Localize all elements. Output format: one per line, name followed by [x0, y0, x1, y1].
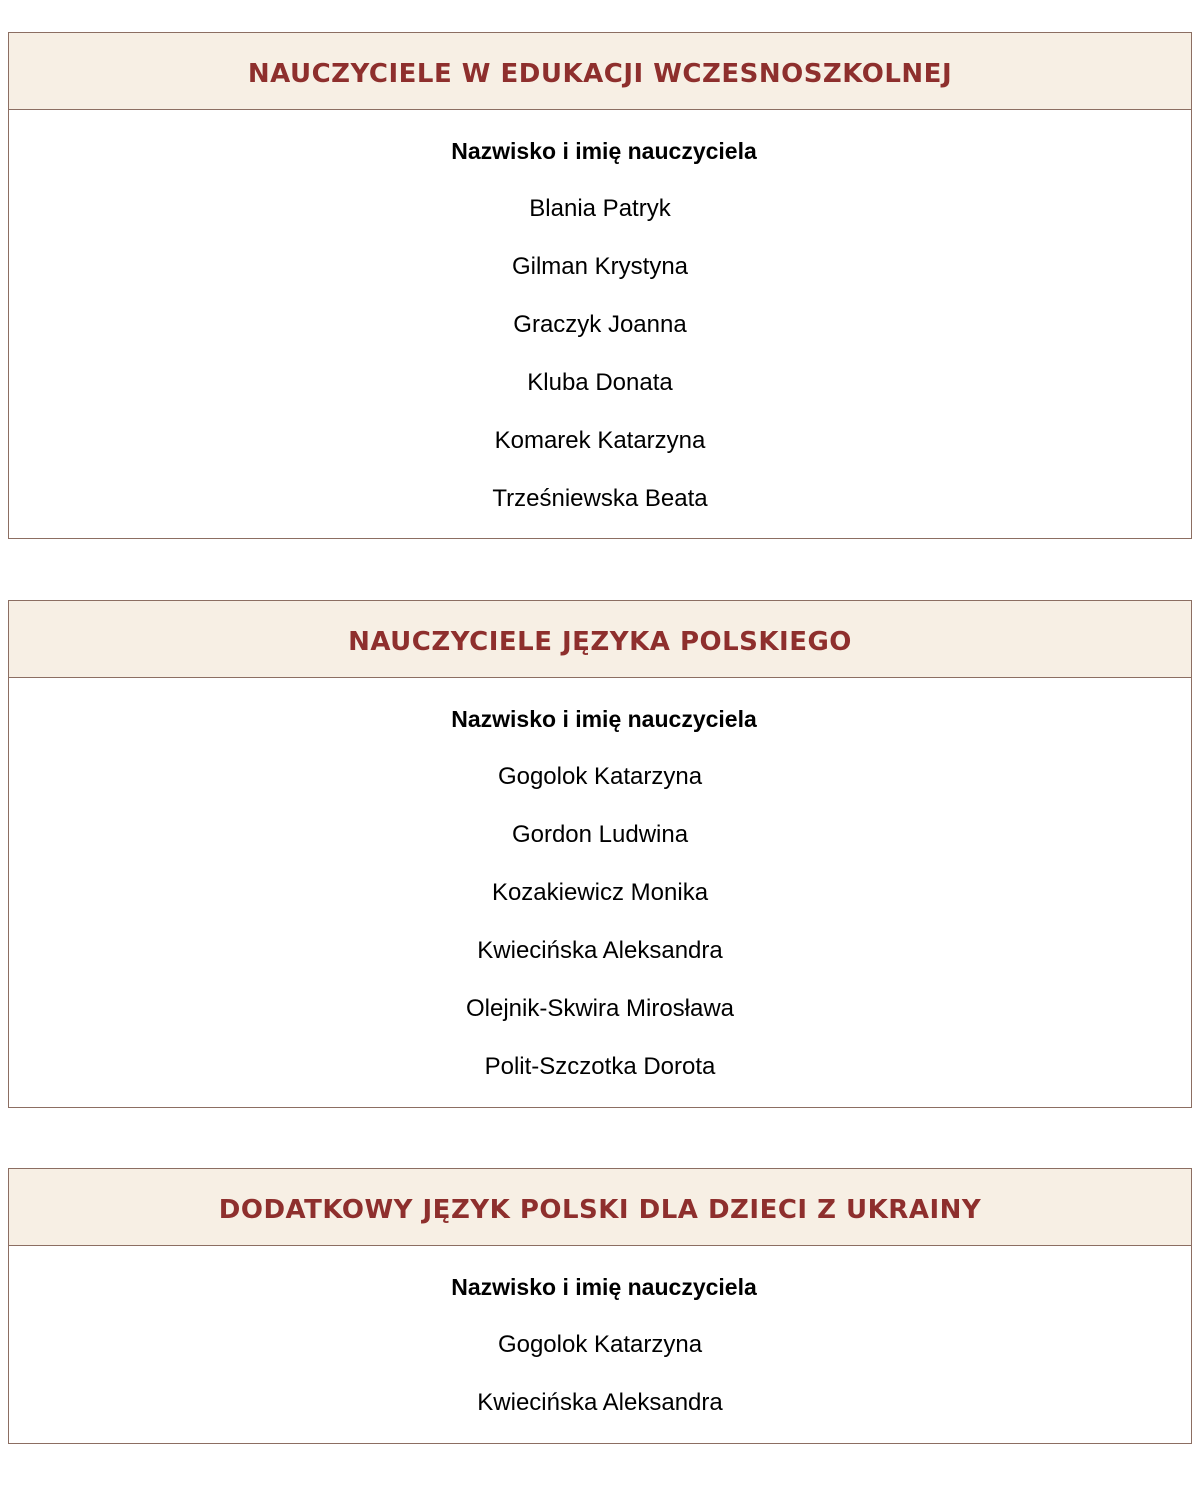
section-body	[9, 678, 1191, 1110]
teacher-name: Gogolok Katarzyna	[497, 763, 703, 790]
teacher-name: Kwiecińska Aleksandra	[477, 1389, 723, 1416]
teacher-list	[9, 194, 1191, 542]
teacher-name: Blania Patryk	[529, 195, 671, 222]
section-title: DODATKOWY JĘZYK POLSKI DLA DZIECI Z UKRAINY	[218, 1195, 982, 1225]
teacher-name: Kwiecińska Aleksandra	[477, 937, 723, 964]
teacher-table-ukraine-polish	[8, 1168, 1192, 1444]
column-header: Nazwisko i imię nauczyciela	[451, 706, 757, 732]
column-header: Nazwisko i imię nauczyciela	[451, 138, 757, 164]
teacher-name: Polit-Szczotka Dorota	[484, 1053, 716, 1080]
teacher-list	[9, 762, 1191, 1110]
teacher-name: Kluba Donata	[527, 369, 673, 396]
teacher-name: Olejnik-Skwira Mirosława	[465, 995, 735, 1022]
teacher-name: Gordon Ludwina	[511, 821, 689, 848]
section-body	[9, 1246, 1191, 1446]
teacher-name: Graczyk Joanna	[513, 311, 687, 338]
teacher-table-early-education	[8, 32, 1192, 539]
teacher-name: Gogolok Katarzyna	[497, 1331, 703, 1358]
teacher-name: Trześniewska Beata	[492, 485, 708, 512]
section-header	[9, 1169, 1191, 1246]
teacher-name: Gilman Krystyna	[511, 253, 689, 280]
teacher-name: Komarek Katarzyna	[494, 427, 706, 454]
teacher-table-polish-language	[8, 600, 1192, 1108]
teacher-name: Kozakiewicz Monika	[491, 879, 709, 906]
section-header	[9, 601, 1191, 678]
section-header	[9, 33, 1191, 110]
section-title: NAUCZYCIELE W EDUKACJI WCZESNOSZKOLNEJ	[247, 59, 953, 89]
section-body	[9, 110, 1191, 542]
teacher-list	[9, 1330, 1191, 1446]
section-title: NAUCZYCIELE JĘZYKA POLSKIEGO	[348, 627, 852, 657]
column-header: Nazwisko i imię nauczyciela	[451, 1274, 757, 1300]
